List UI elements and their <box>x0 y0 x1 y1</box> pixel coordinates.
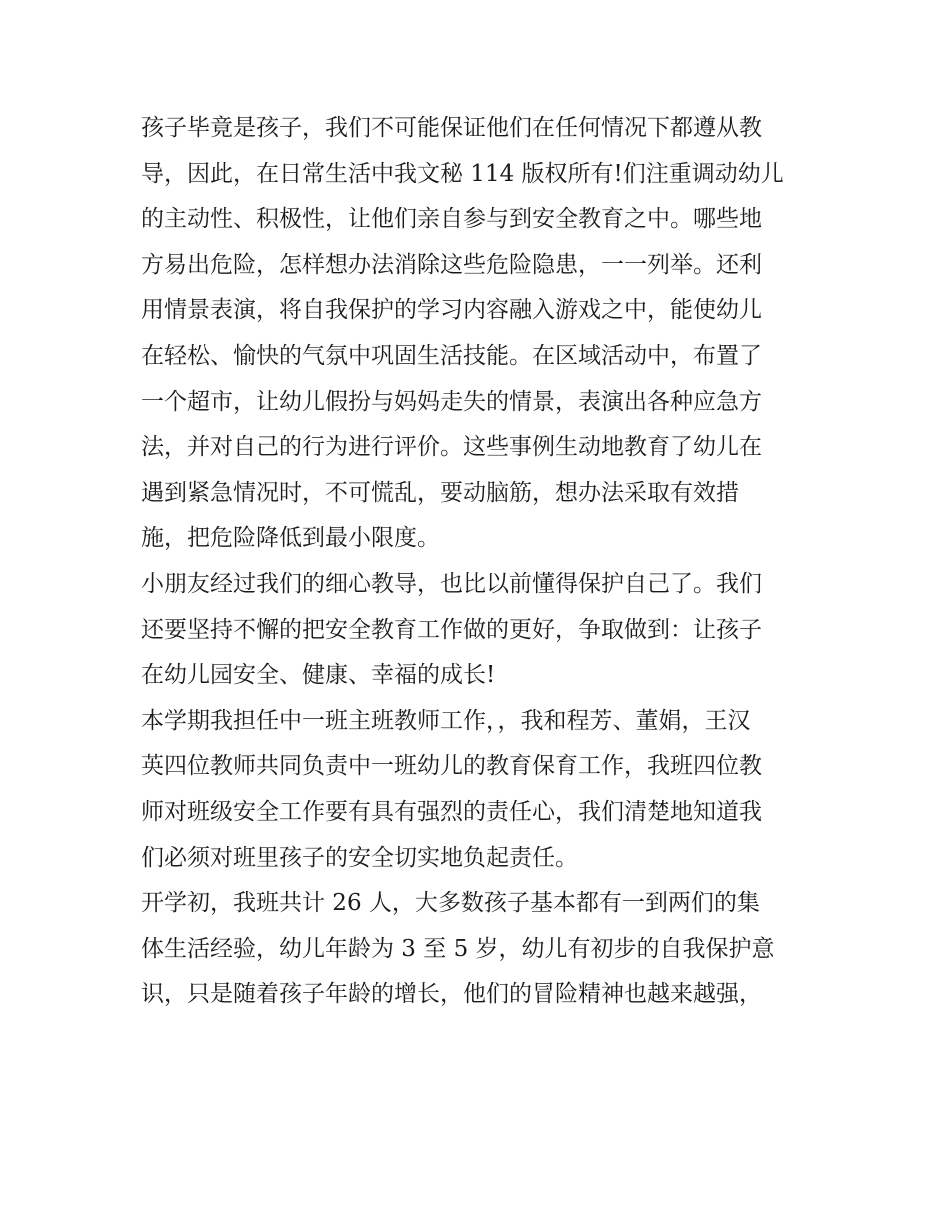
text-line: 们必须对班里孩子的安全切实地负起责任。 <box>141 844 578 871</box>
text-line: 孩子毕竟是孩子，我们不可能保证他们在任何情况下都遵从教 <box>141 115 762 141</box>
text-line: 识，只是随着孩子年龄的增长，他们的冒险精神也越来越强， <box>141 981 762 1008</box>
text-line: 遇到紧急情况时，不可慌乱，要动脑筋，想办法采取有效措 <box>141 479 739 506</box>
text-line: 体生活经验，幼儿年龄为 3 至 5 岁，幼儿有初步的自我保护意 <box>141 935 775 962</box>
text-line: 英四位教师共同负责中一班幼儿的教育保育工作，我班四位教 <box>141 753 762 780</box>
text-line: 方易出危险，怎样想办法消除这些危险隐患，一一列举。还利 <box>141 251 762 278</box>
text-line: 本学期我担任中一班主班教师工作，，我和程芳、董娟，王汉 <box>141 707 751 734</box>
text-line: 在幼儿园安全、健康、幸福的成长! <box>141 662 496 689</box>
text-line: 小朋友经过我们的细心教导，也比以前懂得保护自己了。我们 <box>141 570 762 597</box>
text-line: 用情景表演，将自我保护的学习内容融入游戏之中，能使幼儿 <box>141 297 762 324</box>
text-line: 法，并对自己的行为进行评价。这些事例生动地教育了幼儿在 <box>141 434 762 461</box>
text-line: 师对班级安全工作要有具有强烈的责任心，我们清楚地知道我 <box>141 798 762 825</box>
body-text <box>141 106 821 1018</box>
text-line: 还要坚持不懈的把安全教育工作做的更好，争取做到：让孩子 <box>141 616 762 643</box>
text-line: 一个超市，让幼儿假扮与妈妈走失的情景，表演出各种应急方 <box>141 388 762 415</box>
text-line: 导，因此，在日常生活中我文秘 114 版权所有!们注重调动幼儿 <box>141 160 784 187</box>
text-line: 的主动性、积极性，让他们亲自参与到安全教育之中。哪些地 <box>141 206 762 233</box>
text-line: 施，把危险降低到最小限度。 <box>141 525 440 552</box>
text-line: 在轻松、愉快的气氛中巩固生活技能。在区域活动中，布置了 <box>141 342 762 369</box>
text-line: 开学初，我班共计 26 人，大多数孩子基本都有一到两们的集 <box>141 890 760 917</box>
